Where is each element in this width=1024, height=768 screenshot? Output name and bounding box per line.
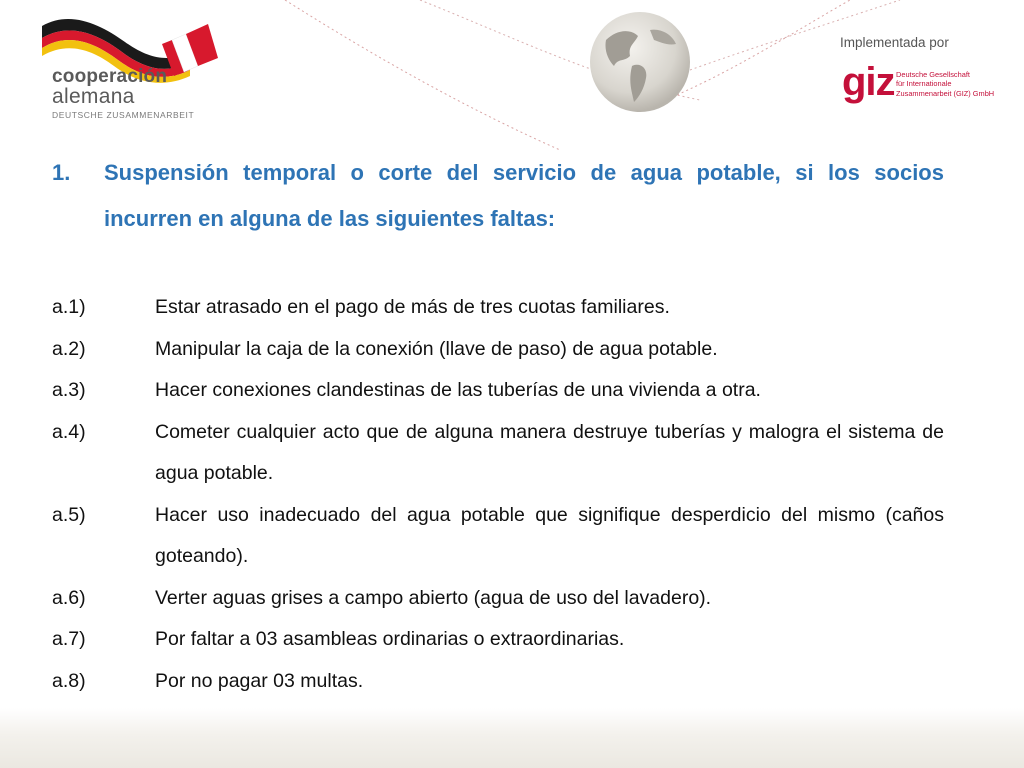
list-item xyxy=(52,370,944,412)
item-label: a.2) xyxy=(52,337,86,360)
list-item xyxy=(52,412,944,495)
giz-wordmark: giz xyxy=(842,60,895,104)
item-label: a.3) xyxy=(52,379,86,401)
giz-logo xyxy=(842,60,1002,110)
item-text: Hacer conexiones clandestinas de las tuberías de una vivienda a otra. xyxy=(155,379,761,401)
cooperacion-alemana-logo xyxy=(40,14,230,118)
list-item xyxy=(52,495,944,578)
item-text: Hacer uso inadecuado del agua potable que signifique desperdicio del mismo (caños goteando). xyxy=(155,503,944,567)
item-label: a.4) xyxy=(52,420,86,443)
section-heading xyxy=(52,150,944,242)
list-item xyxy=(52,287,944,329)
implemented-by-label: Implementada por xyxy=(840,35,949,50)
logo-text-alemana: alemana xyxy=(52,85,135,108)
item-text: Estar atrasado en el pago de más de tres cuotas familiares. xyxy=(155,296,670,318)
giz-org-line: Zusammenarbeit (GIZ) GmbH xyxy=(896,88,995,98)
logo-text-cooperacion: cooperación xyxy=(52,66,168,87)
item-label: a.5) xyxy=(52,503,86,526)
item-text: Cometer cualquier acto que de alguna manera destruye tuberías y malogra el sistema de agua potable. xyxy=(155,420,944,484)
list-item xyxy=(52,329,944,371)
faults-list xyxy=(52,287,944,702)
item-text: Verter aguas grises a campo abierto (agua de uso del lavadero). xyxy=(155,586,712,609)
logo-text-deutsche-zusammenarbeit: DEUTSCHE ZUSAMMENARBEIT xyxy=(52,110,195,120)
item-text: Manipular la caja de la conexión (llave de paso) de agua potable. xyxy=(155,337,718,360)
item-text: Por faltar a 03 asambleas ordinarias o extraordinarias. xyxy=(155,628,625,650)
list-item xyxy=(52,578,944,620)
giz-org-name xyxy=(896,70,994,98)
item-label: a.1) xyxy=(52,296,86,318)
heading-number: 1. xyxy=(52,160,71,185)
list-item xyxy=(52,661,944,703)
item-label: a.6) xyxy=(52,586,86,609)
globe-icon xyxy=(588,10,692,114)
giz-org-line: für Internationale xyxy=(896,79,952,89)
footer-band xyxy=(0,708,1024,768)
item-label: a.7) xyxy=(52,628,86,650)
heading-text: Suspensión temporal o corte del servicio de agua potable, si los socios incurren en alguna de las siguientes faltas: xyxy=(104,160,944,231)
item-text: Por no pagar 03 multas. xyxy=(155,669,364,692)
item-label: a.8) xyxy=(52,669,86,692)
list-item xyxy=(52,619,944,661)
giz-org-line: Deutsche Gesellschaft xyxy=(896,70,970,79)
